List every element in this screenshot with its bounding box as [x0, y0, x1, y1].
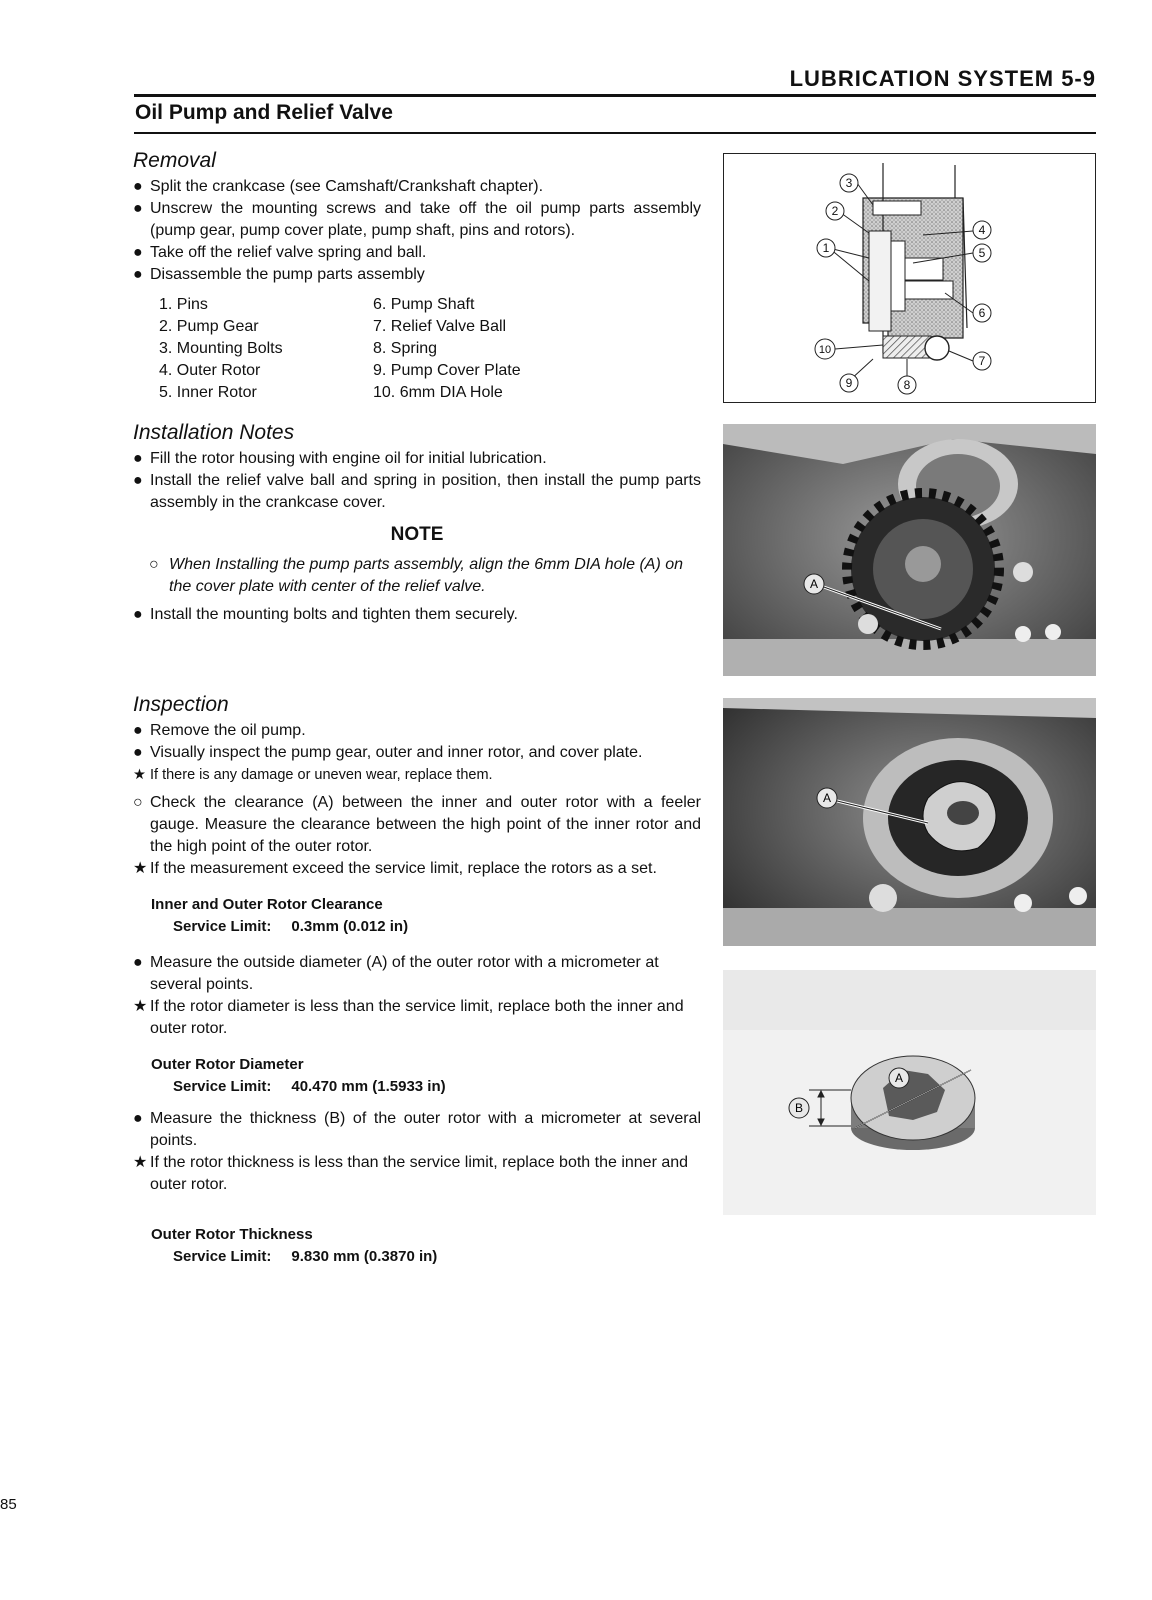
callout-10: 10 — [818, 344, 832, 356]
section-rule — [134, 132, 1096, 134]
callout-6: 6 — [978, 306, 986, 320]
spec-value: 0.3mm (0.012 in) — [291, 918, 409, 935]
removal-bullet: ● Split the crankcase (see Camshaft/Crankshaft chapter). — [133, 176, 701, 198]
bullet-icon: ● — [133, 744, 143, 761]
parts-item: 9. Pump Cover Plate — [373, 362, 521, 379]
installation-bullet: ● Install the mounting bolts and tighten them securely. — [133, 604, 701, 626]
bullet-icon: ● — [133, 606, 143, 623]
spec-label: Service Limit: — [173, 1078, 272, 1095]
parts-item: 6. Pump Shaft — [373, 296, 475, 313]
photo-label-a: A — [894, 1071, 904, 1085]
removal-heading: Removal — [133, 149, 216, 172]
callout-1: 1 — [822, 241, 830, 255]
parts-item: 2. Pump Gear — [159, 318, 259, 335]
removal-bullet: ● Disassemble the pump parts assembly — [133, 264, 701, 286]
inspection-star-item: ★ If the rotor diameter is less than the service limit, replace both the inner and outer rotor. — [133, 998, 684, 1037]
installation-heading: Installation Notes — [133, 421, 295, 444]
removal-section — [133, 148, 701, 404]
installation-bullet: ● Install the relief valve ball and spring in position, then install the pump parts assembly in the crankcase cover. — [133, 472, 701, 511]
header-rule — [134, 94, 1096, 97]
inspection-bullet: ● Remove the oil pump. — [133, 720, 701, 742]
installation-section — [133, 420, 701, 626]
spec-label: Service Limit: — [173, 918, 272, 935]
note-text: ○ When Installing the pump parts assembly, align the 6mm DIA hole (A) on the cover plate with center of the relief valve. — [149, 556, 684, 595]
callout-4: 4 — [978, 223, 986, 237]
photo-label-a: A — [809, 577, 819, 591]
parts-item: 10. 6mm DIA Hole — [373, 384, 503, 401]
pump-gear-photo — [723, 424, 1096, 676]
parts-item: 4. Outer Rotor — [159, 362, 261, 379]
page-number: 85 — [0, 1496, 17, 1513]
spec-title: Inner and Outer Rotor Clearance — [151, 896, 383, 913]
bullet-icon: ● — [133, 954, 143, 971]
circle-icon: ○ — [133, 794, 143, 811]
circle-icon: ○ — [149, 556, 159, 573]
inspection-section — [133, 692, 701, 1278]
section-title: Oil Pump and Relief Valve — [135, 101, 393, 124]
parts-item: 3. Mounting Bolts — [159, 340, 283, 357]
star-icon: ★ — [133, 860, 148, 877]
callout-5: 5 — [978, 246, 986, 260]
parts-list — [159, 294, 521, 404]
spec-block — [151, 1054, 701, 1098]
spec-title: Outer Rotor Diameter — [151, 1056, 304, 1073]
callout-9: 9 — [845, 376, 853, 390]
star-icon: ★ — [133, 1154, 148, 1171]
inspection-bullet: ● Visually inspect the pump gear, outer and inner rotor, and cover plate. — [133, 742, 701, 764]
removal-bullet: ● Take off the relief valve spring and ball. — [133, 242, 701, 264]
bullet-icon: ● — [133, 722, 143, 739]
inspection-bullet: ● Measure the thickness (B) of the outer rotor with a micrometer at several points. — [133, 1110, 701, 1149]
parts-item: 7. Relief Valve Ball — [373, 318, 507, 335]
parts-item: 5. Inner Rotor — [159, 384, 257, 401]
pump-cross-section-figure — [723, 153, 1096, 403]
spec-block — [151, 1224, 701, 1268]
inspection-bullet: ● Measure the outside diameter (A) of the outer rotor with a micrometer at several points. — [133, 954, 659, 993]
bullet-icon: ● — [133, 450, 143, 467]
spec-label: Service Limit: — [173, 1248, 272, 1265]
bullet-icon: ● — [133, 244, 143, 261]
rotor-clearance-photo — [723, 698, 1096, 946]
bullet-icon: ● — [133, 200, 143, 217]
spec-block — [151, 894, 701, 938]
outer-rotor-photo — [723, 970, 1096, 1215]
installation-bullet: ● Fill the rotor housing with engine oil for initial lubrication. — [133, 448, 701, 470]
pump-cross-section-diagram — [723, 153, 1096, 403]
bullet-icon: ● — [133, 472, 143, 489]
parts-item: 8. Spring — [373, 340, 438, 357]
callout-2: 2 — [831, 204, 839, 218]
bullet-icon: ● — [133, 266, 143, 283]
running-head: LUBRICATION SYSTEM 5-9 — [789, 66, 1096, 91]
spec-value: 40.470 mm (1.5933 in) — [291, 1078, 446, 1095]
inspection-star-item: ★ If the rotor thickness is less than the service limit, replace both the inner and outer rotor. — [133, 1154, 689, 1193]
bullet-icon: ● — [133, 178, 143, 195]
star-icon: ★ — [133, 767, 146, 783]
parts-item: 1. Pins — [159, 296, 208, 313]
photo-label-a: A — [822, 791, 832, 805]
callout-7: 7 — [978, 354, 986, 368]
callout-3: 3 — [845, 176, 853, 190]
inspection-heading: Inspection — [133, 693, 229, 716]
note-heading: NOTE — [390, 524, 444, 545]
inspection-star-item: ★ If there is any damage or uneven wear, replace them. — [133, 764, 701, 786]
spec-value: 9.830 mm (0.3870 in) — [291, 1248, 438, 1265]
inspection-star-item: ★ If the measurement exceed the service limit, replace the rotors as a set. — [133, 858, 701, 880]
star-icon: ★ — [133, 998, 148, 1015]
bullet-icon: ● — [133, 1110, 143, 1127]
removal-bullet: ● Unscrew the mounting screws and take off the oil pump parts assembly (pump gear, pump cover plate, pump shaft, pins and rotors). — [133, 200, 701, 239]
photo-label-b: B — [794, 1101, 804, 1115]
callout-8: 8 — [903, 378, 911, 392]
inspection-check-item: ○ Check the clearance (A) between the inner and outer rotor with a feeler gauge. Measure the clearance between the high point of the inner rotor and the high point of the outer rotor. — [133, 794, 701, 855]
spec-title: Outer Rotor Thickness — [151, 1226, 313, 1243]
